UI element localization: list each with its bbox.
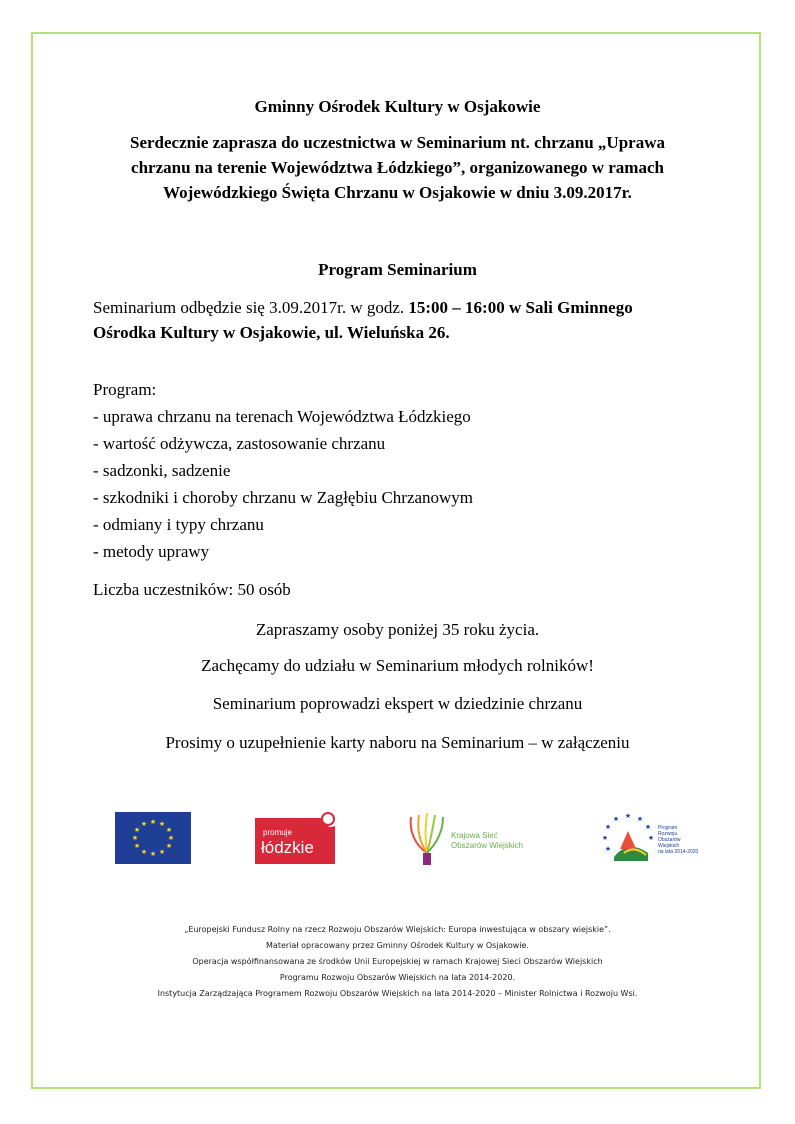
message-young-farmers: Zachęcamy do udziału w Seminarium młodych rolników!: [201, 656, 594, 675]
ksow-tree-icon: [405, 809, 449, 867]
svg-text:★: ★: [158, 820, 166, 828]
list-item: - sadzonki, sadzenie: [93, 461, 231, 480]
ksow-line-2: Obszarów Wiejskich: [451, 841, 524, 850]
svg-text:★: ★: [636, 815, 644, 823]
prow-text: [658, 825, 698, 855]
list-item: - wartość odżywcza, zastosowanie chrzanu: [93, 434, 386, 453]
details-line-1: [93, 295, 733, 320]
program-label: Program:: [93, 380, 157, 399]
invitation-line-3: Wojewódzkiego Święta Chrzanu w Osjakowie w dniu 3.09.2017r.: [163, 183, 632, 202]
lodzkie-big-text: łódzkie: [261, 838, 314, 857]
svg-text:★: ★: [165, 842, 173, 850]
eu-flag-icon: [115, 812, 191, 864]
svg-text:★: ★: [601, 834, 609, 842]
lodzkie-small-text: promuje: [263, 828, 292, 837]
svg-text:★: ★: [165, 826, 173, 834]
footer-line: Instytucja Zarządzająca Programem Rozwoju Obszarów Wiejskich na lata 2014-2020 – Minister Rolnictwa i Rozwoju Wsi.: [157, 989, 638, 998]
svg-text:★: ★: [149, 850, 157, 858]
svg-text:★: ★: [133, 826, 141, 834]
svg-text:★: ★: [167, 834, 175, 842]
details-line-2: [93, 320, 733, 345]
svg-text:★: ★: [644, 823, 652, 831]
footer-line: Operacja współfinansowana ze środków Unii Europejskiej w ramach Krajowej Sieci Obszarów Wiejskich: [192, 957, 603, 966]
invitation-line-1: Serdecznie zaprasza do uczestnictwa w Seminarium nt. chrzanu „Uprawa: [130, 133, 665, 152]
svg-text:★: ★: [131, 834, 139, 842]
list-item: - metody uprawy: [93, 542, 210, 561]
details-address: Ośrodka Kultury w Osjakowie, ul. Wieluńska 26.: [93, 323, 450, 342]
svg-text:★: ★: [612, 815, 620, 823]
details-time-place: 15:00 – 16:00 w Sali Gminnego: [408, 298, 633, 317]
message-expert: Seminarium poprowadzi ekspert w dziedzinie chrzanu: [212, 694, 583, 713]
funding-footer: [80, 922, 715, 1002]
list-item: - szkodniki i choroby chrzanu w Zagłębiu Chrzanowym: [93, 488, 474, 507]
lodzkie-logo: [255, 812, 335, 864]
participant-count: Liczba uczestników: 50 osób: [93, 580, 291, 599]
prow-line-1: Program: [658, 825, 678, 831]
svg-text:★: ★: [604, 845, 612, 853]
footer-line: Materiał opracowany przez Gminny Ośrodek Kultury w Osjakowie.: [266, 941, 529, 950]
svg-text:★: ★: [149, 818, 157, 826]
svg-text:★: ★: [140, 848, 148, 856]
message-registration: Prosimy o uzupełnienie karty naboru na Seminarium – w załączeniu: [165, 733, 630, 752]
ksow-logo: [405, 809, 545, 869]
svg-text:★: ★: [647, 834, 655, 842]
ksow-text: [451, 831, 523, 851]
svg-text:★: ★: [158, 848, 166, 856]
details-prefix: Seminarium odbędzie się 3.09.2017r. w godz.: [93, 298, 409, 317]
prow-line-2: Rozwoju: [658, 831, 678, 837]
organization-title: Gminny Ośrodek Kultury w Osjakowie: [254, 97, 541, 116]
prow-line-5: na lata 2014-2020: [658, 849, 699, 855]
sponsor-logos: [0, 805, 795, 875]
svg-text:★: ★: [133, 842, 141, 850]
prow-line-4: Wiejskich: [658, 843, 680, 849]
list-item: - uprawa chrzanu na terenach Województwa Łódzkiego: [93, 407, 471, 426]
ksow-line-1: Krajowa Sieć: [451, 831, 498, 840]
footer-line: Programu Rozwoju Obszarów Wiejskich na lata 2014-2020.: [279, 973, 516, 982]
program-heading: Program Seminarium: [318, 260, 477, 279]
svg-text:★: ★: [604, 823, 612, 831]
message-age: Zapraszamy osoby poniżej 35 roku życia.: [255, 620, 540, 639]
prow-line-3: Obszarów: [658, 837, 681, 843]
prow-emblem-icon: [600, 809, 656, 865]
svg-text:★: ★: [140, 820, 148, 828]
svg-text:★: ★: [624, 812, 632, 820]
seminar-details: [93, 295, 733, 345]
prow-logo: [600, 807, 700, 869]
invitation-text: [60, 130, 735, 205]
list-item: - odmiany i typy chrzanu: [93, 515, 264, 534]
invitation-line-2: chrzanu na terenie Województwa Łódzkiego”, organizowanego w ramach: [131, 158, 664, 177]
footer-line: „Europejski Fundusz Rolny na rzecz Rozwoju Obszarów Wiejskich: Europa inwestująca w obszary wiejskie”.: [184, 925, 611, 934]
program-list: [93, 376, 733, 565]
